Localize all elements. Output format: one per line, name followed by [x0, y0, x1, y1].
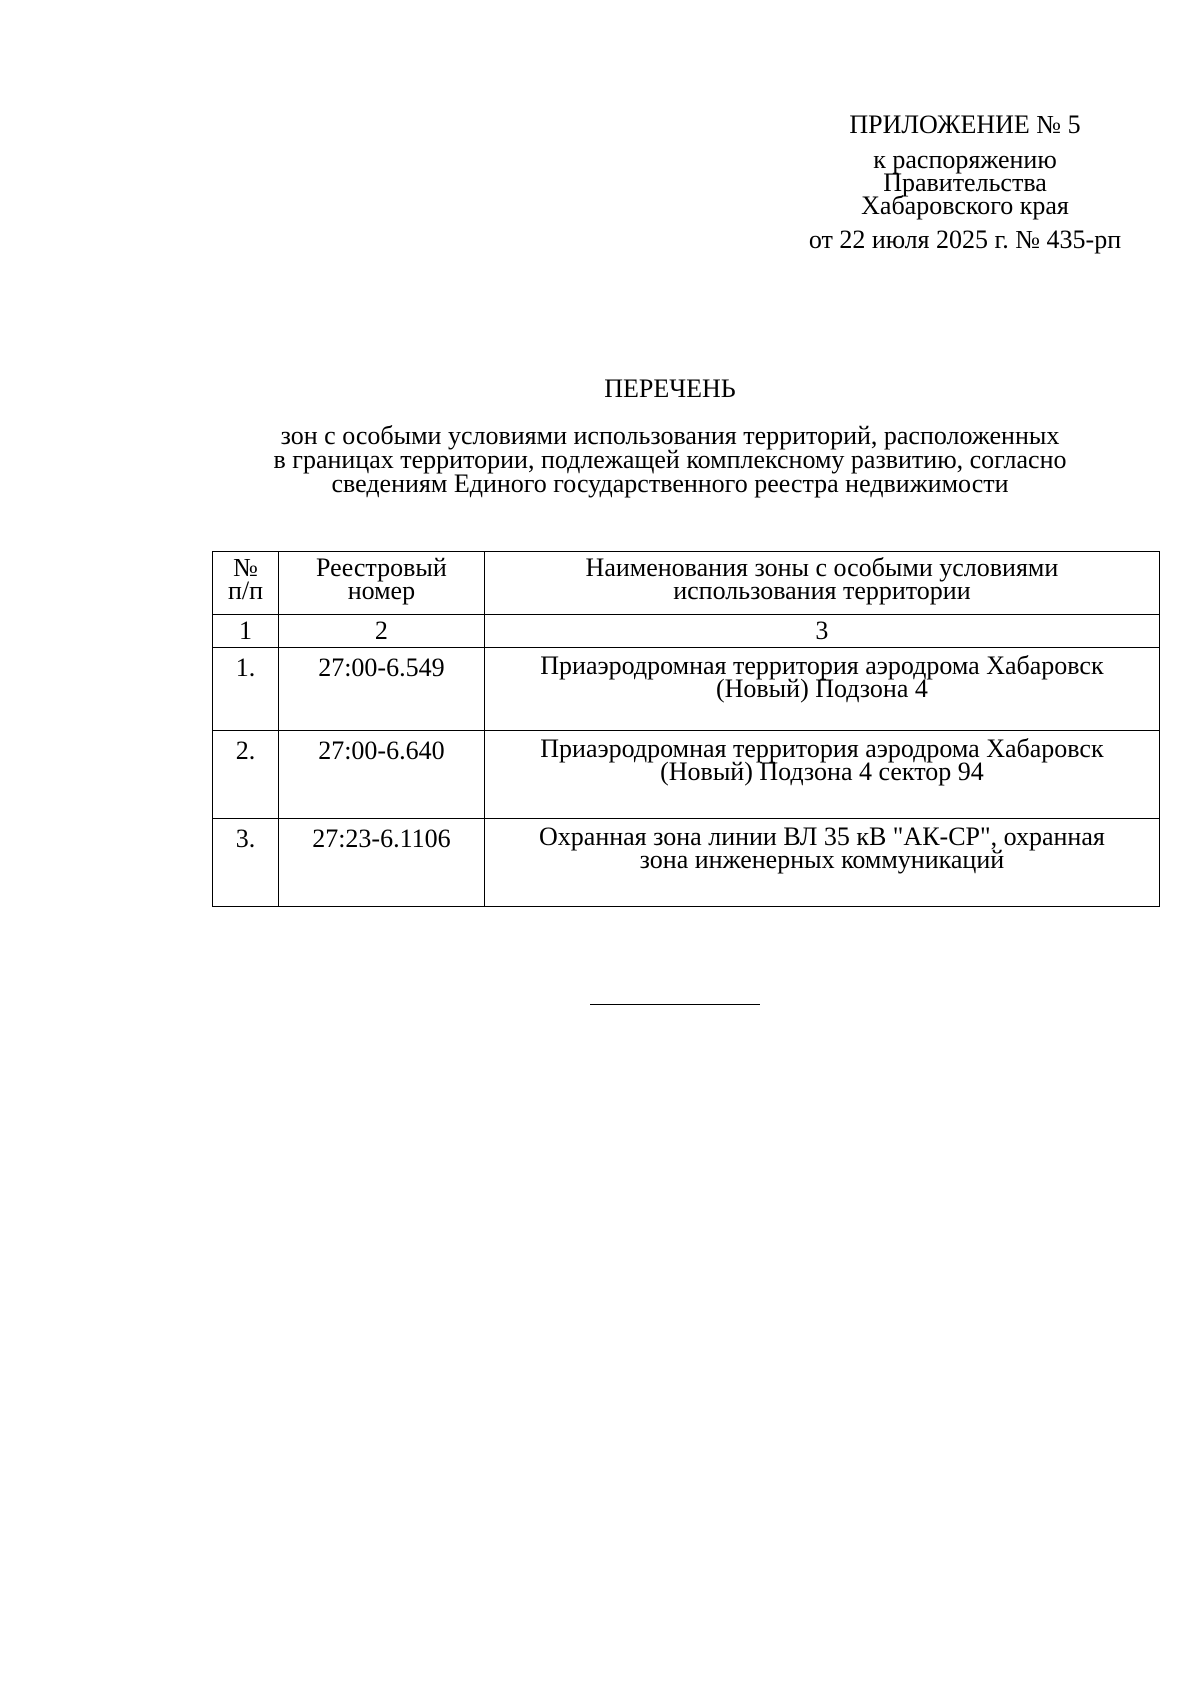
document-subtitle: зон с особыми условиями использования территорий, расположенных в границах территории, подлежащей комплексному развитию, согласно сведениям Единого государственного реестра недвижимости — [273, 421, 1067, 498]
row-registry-number: 27:00-6.549 — [278, 648, 484, 731]
header-registry-number: Реестровый номер — [278, 552, 484, 615]
column-numbers-row — [213, 615, 1160, 648]
document-title: ПЕРЕЧЕНЬ — [604, 374, 736, 403]
row-registry-number: 27:00-6.640 — [278, 731, 484, 819]
column-number-3: 3 — [484, 615, 1159, 648]
row-number: 2. — [213, 731, 279, 819]
table-row — [213, 648, 1160, 731]
end-of-document-line — [590, 1004, 760, 1005]
appendix-line-1: к распоряжению — [873, 145, 1057, 174]
appendix-title: ПРИЛОЖЕНИЕ № 5 — [849, 110, 1081, 139]
table-header-row — [213, 552, 1160, 615]
table-row — [213, 731, 1160, 819]
header-number: № п/п — [213, 552, 279, 615]
row-registry-number: 27:23-6.1106 — [278, 819, 484, 907]
appendix-date: от 22 июля 2025 г. № 435-рп — [808, 225, 1122, 254]
row-zone-name: Охранная зона линии ВЛ 35 кВ "АК-СР", охранная зона инженерных коммуникаций — [484, 819, 1159, 907]
row-zone-name: Приаэродромная территория аэродрома Хабаровск (Новый) Подзона 4 — [484, 648, 1159, 731]
header-zone-name: Наименования зоны с особыми условиями использования территории — [484, 552, 1159, 615]
appendix-lines — [780, 145, 1150, 220]
table-row — [213, 819, 1160, 907]
appendix-block — [780, 108, 1150, 257]
zones-table — [212, 551, 1160, 907]
column-number-2: 2 — [278, 615, 484, 648]
appendix-line-2: Правительства — [883, 168, 1047, 197]
row-number: 1. — [213, 648, 279, 731]
row-number: 3. — [213, 819, 279, 907]
appendix-line-3: Хабаровского края — [861, 191, 1069, 220]
column-number-1: 1 — [213, 615, 279, 648]
row-zone-name: Приаэродромная территория аэродрома Хабаровск (Новый) Подзона 4 сектор 94 — [484, 731, 1159, 819]
